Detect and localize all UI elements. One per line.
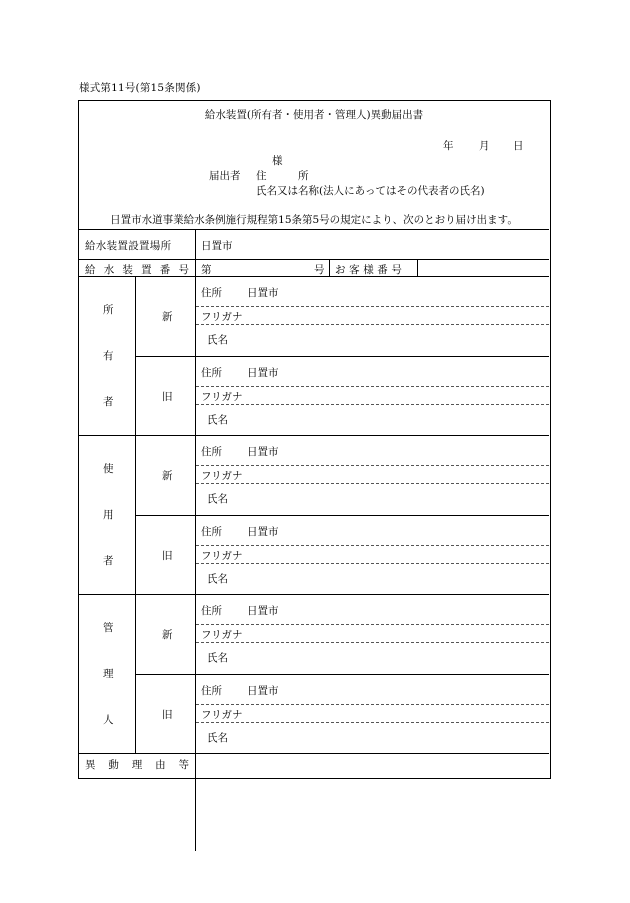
device-number-label (85, 262, 189, 277)
furigana-label[interactable]: フリガナ (201, 629, 243, 641)
address-label: 住所 (201, 287, 222, 299)
name-label[interactable]: 氏名 (207, 572, 228, 585)
old-row-label: 旧 (162, 708, 173, 721)
group-label-char: 使 (103, 463, 114, 475)
device-number-label-char: 水 (103, 264, 115, 276)
change-reason-label-char: 動 (108, 759, 119, 771)
address-value[interactable]: 日置市 (247, 605, 279, 617)
notification-form (78, 100, 551, 779)
name-label[interactable]: 氏名 (207, 334, 228, 346)
notifier-name-label[interactable]: 氏名又は名称(法人にあってはその代表者の氏名) (256, 185, 485, 197)
addressee-suffix: 様 (272, 155, 283, 167)
device-number-label-char: 給 (85, 264, 96, 276)
address-value[interactable]: 日置市 (247, 287, 279, 299)
device-number-label-char: 番 (159, 264, 171, 276)
device-number-label-char: 装 (122, 264, 133, 276)
furigana-label[interactable]: フリガナ (201, 390, 243, 403)
change-reason-label-char: 異 (85, 759, 96, 771)
address-label: 住所 (201, 366, 222, 379)
address-label: 住所 (201, 525, 222, 538)
name-label[interactable]: 氏名 (207, 413, 228, 426)
new-row-label: 新 (162, 629, 173, 641)
name-label[interactable]: 氏名 (207, 652, 228, 664)
address-value[interactable]: 日置市 (247, 366, 279, 379)
device-number-suffix: 号 (314, 264, 325, 276)
furigana-label[interactable]: フリガナ (201, 311, 243, 323)
address-label: 住所 (201, 446, 222, 458)
address-value[interactable]: 日置市 (247, 446, 279, 458)
notifier-label: 届出者 (209, 170, 241, 182)
address-label: 住所 (201, 684, 222, 697)
group-label-char: 理 (103, 668, 114, 680)
date-day-label[interactable]: 日 (513, 140, 524, 152)
location-label: 給水装置設置場所 (85, 240, 172, 252)
address-value[interactable]: 日置市 (247, 525, 279, 538)
group-label-char: 有 (103, 350, 114, 362)
change-reason-label-char: 等 (178, 759, 189, 771)
name-label[interactable]: 氏名 (207, 731, 228, 744)
statement-text: 日置市水道事業給水条例施行規程第15条第5号の規定により、次のとおり届け出ます。 (110, 214, 518, 226)
old-row-label: 旧 (162, 549, 173, 562)
furigana-label[interactable]: フリガナ (201, 470, 243, 482)
old-row-label: 旧 (162, 390, 173, 403)
date-month-label[interactable]: 月 (479, 140, 490, 152)
group-label-char: 用 (103, 509, 114, 521)
device-number-prefix: 第 (201, 264, 212, 276)
new-row-label: 新 (162, 470, 173, 482)
form-number: 様式第11号(第15条関係) (79, 82, 201, 94)
customer-number-label: お客様番号 (335, 264, 406, 276)
form-title: 給水装置(所有者・使用者・管理人)異動届出書 (204, 109, 424, 121)
change-reason-label-char: 理 (131, 759, 143, 771)
new-row-label: 新 (162, 311, 173, 323)
group-label-char: 者 (103, 555, 114, 567)
change-reason-label-char: 由 (155, 759, 166, 771)
furigana-label[interactable]: フリガナ (201, 549, 243, 562)
group-label-char: 管 (103, 622, 114, 634)
location-value[interactable]: 日置市 (201, 240, 233, 252)
group-label-char: 所 (103, 304, 114, 316)
address-label: 住所 (201, 605, 222, 617)
furigana-label[interactable]: フリガナ (201, 708, 243, 721)
device-number-label-char: 置 (141, 264, 152, 276)
date-year-label[interactable]: 年 (443, 140, 454, 152)
group-label-char: 人 (103, 714, 114, 726)
change-reason-field[interactable] (196, 751, 549, 777)
group-label-char: 者 (103, 396, 114, 408)
device-number-label-char: 号 (178, 264, 189, 276)
address-value[interactable]: 日置市 (247, 684, 279, 697)
notifier-address-label[interactable]: 住 所 (256, 170, 309, 182)
change-reason-label (85, 757, 189, 772)
name-label[interactable]: 氏名 (207, 493, 228, 505)
